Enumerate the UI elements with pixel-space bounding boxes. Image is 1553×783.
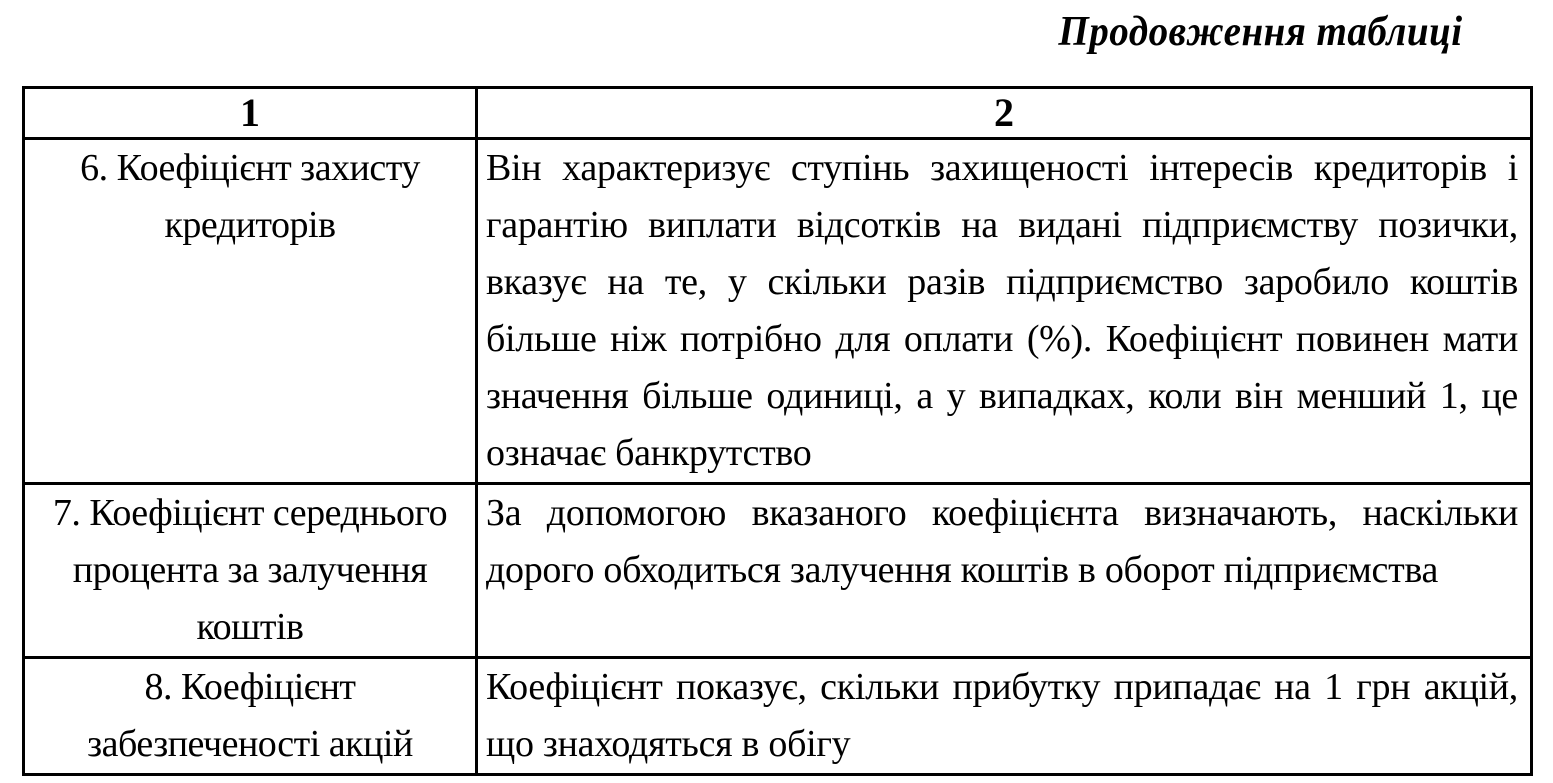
coefficient-name: 7. Коефіцієнт середнього процента за залучення коштів	[52, 492, 448, 648]
coefficients-table	[22, 86, 1533, 776]
coefficient-description-cell	[477, 484, 1532, 658]
coefficient-name: 6. Коефіцієнт захисту кредиторів	[80, 147, 420, 246]
table-row	[24, 139, 1532, 484]
header-row	[24, 88, 1532, 139]
coefficient-name-cell	[24, 139, 477, 484]
table-row	[24, 484, 1532, 658]
coefficient-description: Він характеризує ступінь захищеності інтересів кредиторів і гарантію виплати відсотків на видані підприємству позички, вказує на те, у скільки разів підприємство заробило коштів більше ніж потрібно для оплати (%). Коефіцієнт повинен мати значення більше одиниці, а у випадках, коли він менший 1, це означає банкрутство	[486, 147, 1518, 474]
table-header	[24, 88, 1532, 139]
coefficient-name-cell	[24, 484, 477, 658]
table-row	[24, 658, 1532, 775]
coefficient-description: За допомогою вказаного коефіцієнта визначають, наскільки дорого обходиться залучення коштів в оборот підприємства	[486, 492, 1518, 591]
column-number-1: 1	[24, 88, 477, 139]
column-number-2: 2	[477, 88, 1532, 139]
coefficient-description-cell	[477, 658, 1532, 775]
coefficient-name-cell	[24, 658, 477, 775]
coefficient-description: Коефіцієнт показує, скільки прибутку припадає на 1 грн акцій, що знаходяться в обігу	[486, 666, 1518, 765]
coefficient-description-cell	[477, 139, 1532, 484]
coefficient-name: 8. Коефіцієнт забезпеченості акцій	[87, 666, 413, 765]
table-continuation-label: Продовження таблиці	[1058, 9, 1463, 55]
